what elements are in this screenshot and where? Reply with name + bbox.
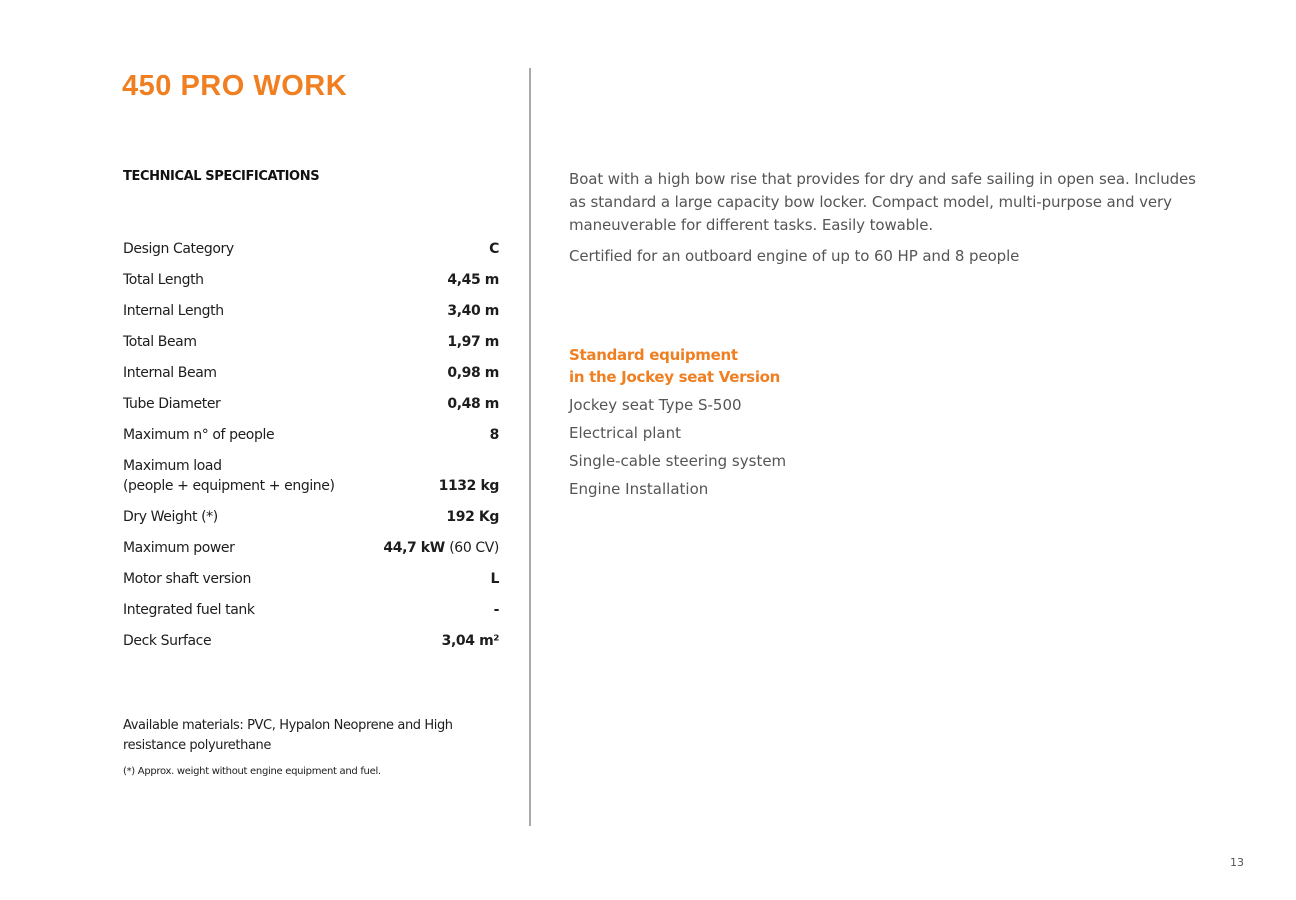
- spec-label: Design Category: [123, 241, 234, 257]
- spec-label-line1: Maximum load: [123, 458, 222, 474]
- description-paragraph: Boat with a high bow rise that provides for dry and safe sailing in open sea. Includes as standard a large capacity bow locker. Compact model, multi-purpose and very maneuverable for different tasks. Easily towable.: [569, 170, 1196, 234]
- spec-label: Total Length: [123, 272, 204, 288]
- spec-row: [123, 418, 499, 449]
- spec-label: Maximum power: [123, 540, 235, 556]
- spec-row: [123, 387, 499, 418]
- spec-value: 1132 kg: [438, 478, 499, 494]
- specs-table: [123, 232, 499, 655]
- spec-label: [123, 456, 335, 496]
- available-materials-note: Available materials: PVC, Hypalon Neoprene and High resistance polyurethane: [123, 718, 453, 753]
- spec-value: 1,97 m: [447, 334, 499, 350]
- spec-label: Total Beam: [123, 334, 197, 350]
- weight-footnote: (*) Approx. weight without engine equipment and fuel.: [123, 766, 381, 777]
- equipment-item: Electrical plant: [569, 424, 681, 442]
- page-number: 13: [1230, 856, 1244, 869]
- spec-value: 0,98 m: [447, 365, 499, 381]
- equipment-heading-line1: Standard equipment: [569, 346, 738, 364]
- spec-value: C: [489, 241, 499, 257]
- spec-label: Maximum n° of people: [123, 427, 275, 443]
- spec-value: 4,45 m: [447, 272, 499, 288]
- spec-value-main: 44,7 kW: [383, 540, 445, 556]
- boat-description: [569, 168, 1209, 276]
- equipment-item: Single-cable steering system: [569, 452, 787, 470]
- spec-row: [123, 531, 499, 562]
- certification-paragraph: Certified for an outboard engine of up to 60 HP and 8 people: [569, 247, 1020, 265]
- spec-value: L: [490, 571, 499, 587]
- page-title: 450 PRO WORK: [122, 70, 348, 102]
- equipment-item: Jockey seat Type S-500: [569, 396, 742, 414]
- equipment-list: [569, 393, 786, 505]
- spec-row: [123, 449, 499, 500]
- spec-row: [123, 593, 499, 624]
- spec-row: [123, 232, 499, 263]
- technical-specifications-heading: TECHNICAL SPECIFICATIONS: [123, 169, 320, 184]
- spec-row: [123, 325, 499, 356]
- spec-row: [123, 263, 499, 294]
- column-divider: [529, 68, 531, 826]
- equipment-item: Engine Installation: [569, 480, 709, 498]
- spec-row: [123, 356, 499, 387]
- spec-value: 192 Kg: [446, 509, 499, 525]
- spec-row: [123, 294, 499, 325]
- equipment-heading-line2: in the Jockey seat Version: [569, 368, 781, 386]
- spec-label: Tube Diameter: [123, 396, 221, 412]
- spec-label: Dry Weight (*): [123, 509, 218, 525]
- spec-value: 3,04 m²: [441, 633, 499, 649]
- spec-label: Internal Length: [123, 303, 224, 319]
- spec-label-line2: (people + equipment + engine): [123, 478, 335, 494]
- spec-label: Integrated fuel tank: [123, 602, 255, 618]
- standard-equipment-heading: [569, 344, 780, 388]
- spec-label: Internal Beam: [123, 365, 217, 381]
- spec-label: Deck Surface: [123, 633, 212, 649]
- spec-row: [123, 562, 499, 593]
- spec-row: [123, 624, 499, 655]
- spec-value: [383, 538, 499, 558]
- spec-label: Motor shaft version: [123, 571, 251, 587]
- spec-row: [123, 500, 499, 531]
- spec-value: 8: [489, 427, 499, 443]
- spec-value: -: [493, 602, 499, 618]
- spec-value: 3,40 m: [447, 303, 499, 319]
- spec-value-note: (60 CV): [449, 540, 499, 556]
- spec-value: 0,48 m: [447, 396, 499, 412]
